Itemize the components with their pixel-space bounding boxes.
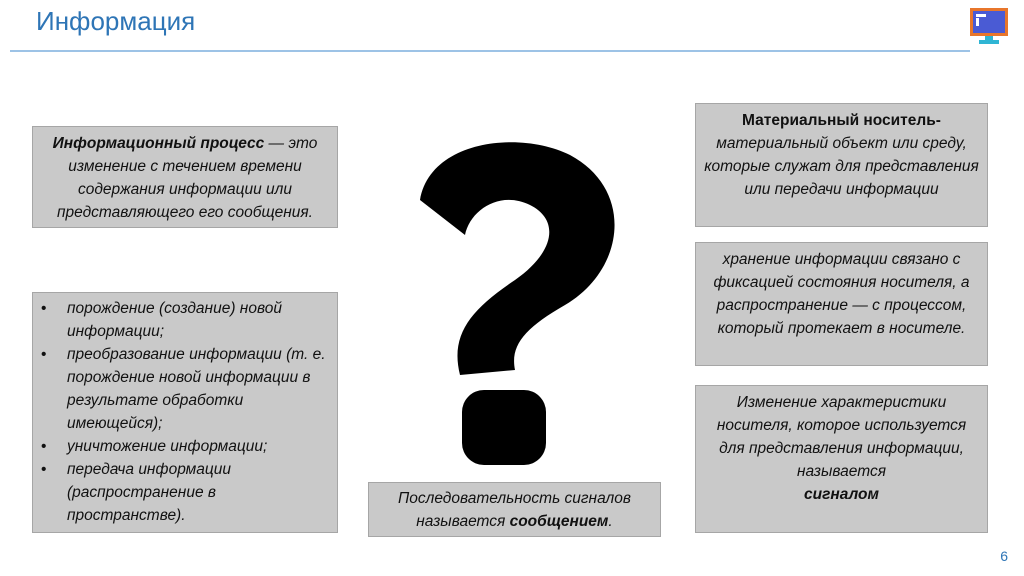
storage-text: хранение информации связано с фиксацией состояния носителя, а распространение — с процессом, который протекает в носителе.: [713, 251, 970, 337]
material-carrier-box: [695, 103, 988, 227]
page-number: 6: [1000, 548, 1008, 564]
info-process-definition: — это изменение с течением времени содержания информации или представляющего его сообщения.: [56, 135, 318, 221]
message-box: [368, 482, 661, 537]
question-mark-icon: [400, 130, 630, 470]
operations-list-box: [32, 292, 338, 533]
page-title: Информация: [36, 6, 196, 36]
signal-term: сигналом: [804, 486, 879, 503]
message-text: Последовательность сигналов называется: [398, 490, 631, 530]
info-process-box: [32, 126, 338, 228]
list-item: • передача информации (распространение в пространстве).: [41, 458, 329, 527]
list-item: • преобразование информации (т. е. порождение новой информации в результате обработки имеющейся);: [41, 343, 329, 435]
monitor-icon: [968, 6, 1010, 46]
storage-box: [695, 242, 988, 366]
message-term: сообщением: [509, 513, 609, 530]
list-item: • уничтожение информации;: [41, 435, 329, 458]
message-end: .: [608, 513, 613, 530]
list-item: • порождение (создание) новой информации;: [41, 297, 329, 343]
signal-text: Изменение характеристики носителя, которое используется для представления информации, называется: [716, 394, 967, 480]
title-divider: [10, 50, 970, 52]
signal-box: [695, 385, 988, 533]
material-carrier-term: Материальный носитель-: [742, 112, 941, 129]
material-carrier-definition: материальный объект или среду, которые служат для представления или передачи информации: [704, 135, 979, 198]
info-process-term: Информационный процесс: [52, 135, 265, 152]
